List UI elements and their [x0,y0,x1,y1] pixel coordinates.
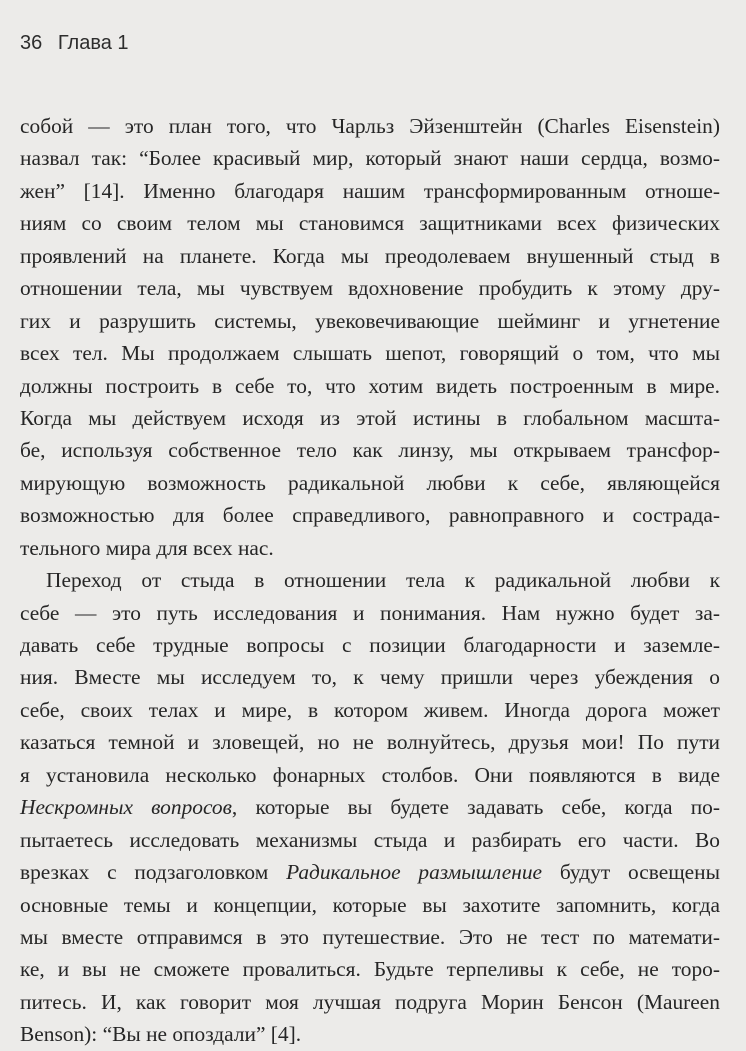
text-line: себе — это путь исследования и понимания. Нам нужно будет за- [20,600,720,625]
text-line: казаться темной и зловещей, но не волнуйтесь, друзья мои! По пути [20,730,720,755]
text-line: собой — это план того, что Чарльз Эйзенштейн (Charles Eisenstein) [20,114,720,138]
paragraph-2 [20,564,720,1051]
text-line: основные темы и концепции, которые вы захотите запомнить, когда [20,892,720,917]
chapter-title: Глава 1 [57,32,129,54]
text-fragment: , которые вы будете задавать себе, когда по- [231,795,720,820]
page-number: 36 [20,32,43,54]
text-line: должны построить в себе то, что хотим видеть построенным в мире. [20,373,720,398]
text-line: себе, своих телах и мире, в котором живем. Иногда дорога может [20,697,720,722]
text-line [20,856,720,888]
text-fragment: врезках с подзаголовком [20,860,287,885]
text-line: ниям со своим телом мы становимся защитниками всех физических [20,211,720,236]
text-line: давать себе трудные вопросы с позиции благодарности и заземле- [20,633,720,657]
text-line: бе, используя собственное тело как линзу, мы открываем трансфор- [20,438,720,463]
text-fragment: будут освещены [542,860,720,885]
text-line: мы вместе отправимся в это путешествие. Это не тест по математи- [20,924,720,949]
italic-term: Нескромных вопросов [20,795,232,820]
text-line: тельного мира для всех нас. [20,535,274,560]
text-line: отношении тела, мы чувствуем вдохновение пробудить к этому дру- [20,276,720,301]
text-line [20,791,720,823]
text-line: Когда мы действуем исходя из этой истины в глобальном масшта- [20,405,720,430]
text-line: Переход от стыда в отношении тела к радикальной любви к [46,568,720,593]
text-line: мирующую возможность радикальной любви к себе, являющейся [20,470,720,495]
running-head [20,26,720,66]
text-line: Benson): “Вы не опоздали” [4]. [20,1022,302,1047]
text-line: питесь. И, как говорит моя лучшая подруга Морин Бенсон (Maureen [20,989,720,1014]
text-line: я установила несколько фонарных столбов. Они появляются в виде [20,762,720,787]
text-line: всех тел. Мы продолжаем слышать шепот, говорящий о том, что мы [20,341,720,366]
italic-term: Радикальное размышление [286,860,543,885]
text-line: назвал так: “Более красивый мир, который знают наши сердца, возмо- [20,146,720,171]
text-line: пытаетесь исследовать механизмы стыда и разбирать его части. Во [20,827,720,852]
text-line: ке, и вы не сможете провалиться. Будьте терпеливы к себе, не торо- [20,957,720,982]
text-line: проявлений на планете. Когда мы преодолеваем внушенный стыд в [20,243,720,268]
text-line: возможностью для более справедливого, равноправного и сострада- [20,503,720,528]
text-line: ния. Вместе мы исследуем то, к чему пришли через убеждения о [20,665,720,690]
paragraph-1 [20,110,720,564]
text-line: жен” [14]. Именно благодаря нашим трансформированным отноше- [20,178,720,203]
text-line: гих и разрушить системы, увековечивающие шейминг и угнетение [20,308,720,333]
